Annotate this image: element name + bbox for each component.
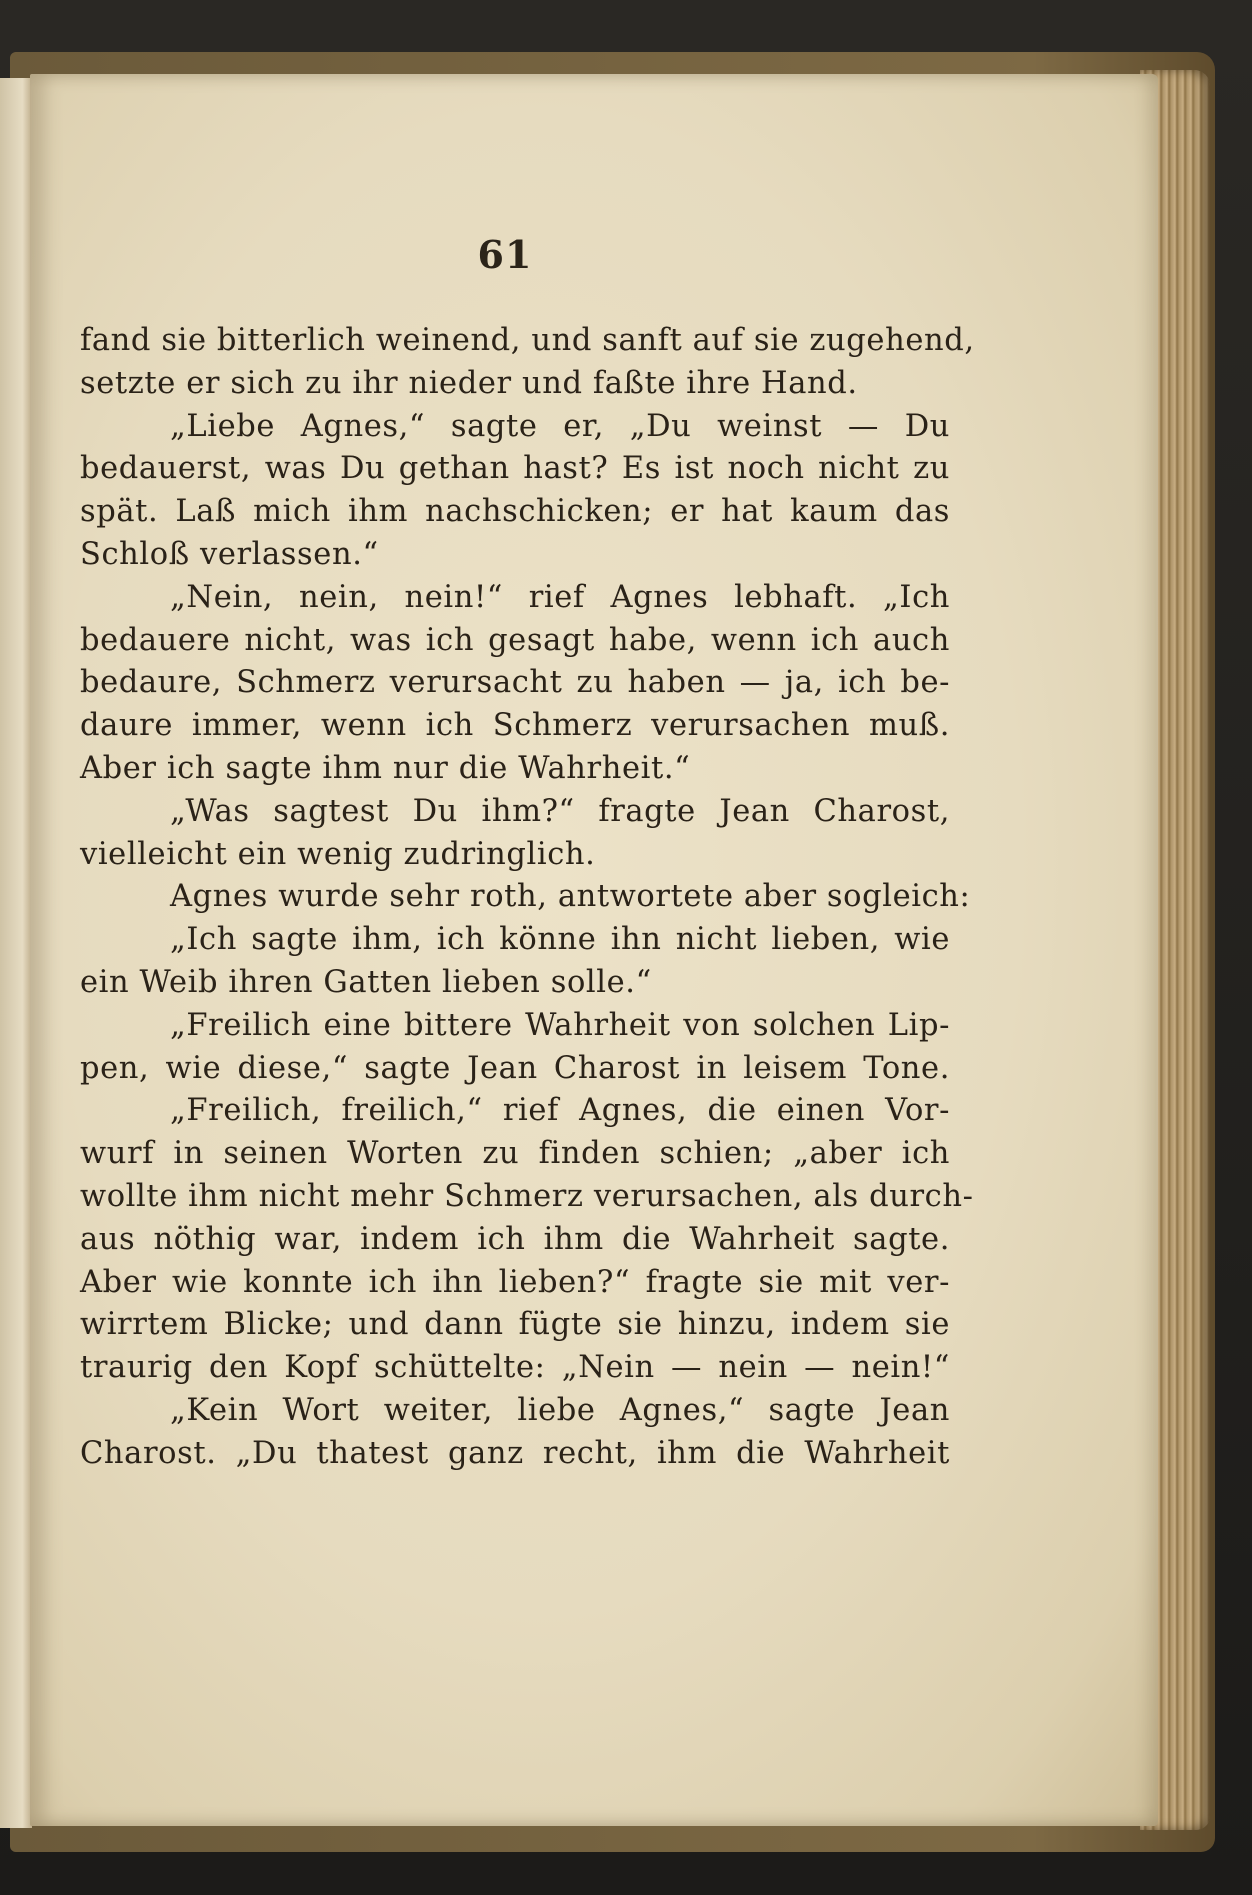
text-line-content: vielleicht ein wenig zudringlich.	[80, 836, 596, 872]
text-line	[80, 1090, 950, 1133]
text-line-content: ein Weib ihren Gatten lieben solle.“	[80, 964, 652, 1000]
text-line	[80, 791, 950, 834]
text-line-content: Agnes wurde sehr roth, antwortete aber sogleich:	[170, 879, 971, 915]
text-line	[80, 363, 950, 406]
text-line-content: spät. Laß mich ihm nachschicken; er hat kaum das	[80, 494, 950, 530]
text-line	[80, 876, 971, 919]
text-line-content: Schloß verlassen.“	[80, 536, 379, 572]
text-line-content: bedauerst, was Du gethan hast? Es ist noch nicht zu	[80, 451, 950, 487]
text-line-content: „Kein Wort weiter, liebe Agnes,“ sagte Jean	[170, 1392, 950, 1428]
text-line-content: wurf in seinen Worten zu finden schien; „aber ich	[80, 1136, 950, 1172]
text-line-content: „Was sagtest Du ihm?“ fragte Jean Charost,	[170, 793, 950, 829]
text-line	[80, 1347, 950, 1390]
text-line-content: „Liebe Agnes,“ sagte er, „Du weinst — Du	[170, 408, 950, 444]
text-line	[80, 620, 950, 663]
text-line	[80, 1433, 950, 1476]
text-line-content: „Ich sagte ihm, ich könne ihn nicht lieben, wie	[170, 922, 950, 958]
text-line-content: „Freilich, freilich,“ rief Agnes, die einen Vor-	[170, 1093, 950, 1129]
text-line	[80, 406, 950, 449]
page-text	[80, 320, 975, 1476]
text-line-content: daure immer, wenn ich Schmerz verursachen muß.	[80, 708, 950, 744]
text-line	[80, 1390, 950, 1433]
text-line-content: bedauere nicht, was ich gesagt habe, wenn ich auch	[80, 622, 950, 658]
text-line	[80, 320, 975, 363]
text-line	[80, 1005, 950, 1048]
text-line	[80, 662, 950, 705]
text-line-content: „Nein, nein, nein!“ rief Agnes lebhaft. „Ich	[170, 579, 950, 615]
text-line-content: Aber ich sagte ihm nur die Wahrheit.“	[80, 750, 691, 786]
text-line-content: fand sie bitterlich weinend, und sanft auf sie zugehend,	[80, 323, 975, 358]
text-line	[80, 1048, 950, 1091]
text-line-content: Charost. „Du thatest ganz recht, ihm die Wahrheit	[80, 1435, 950, 1471]
left-page-edge	[0, 78, 32, 1828]
text-line	[80, 534, 950, 577]
text-line-content: setzte er sich zu ihr nieder und faßte ihre Hand.	[80, 365, 858, 401]
text-line-content: wirrtem Blicke; und dann fügte sie hinzu, indem sie	[80, 1307, 950, 1343]
text-line-content: wollte ihm nicht mehr Schmerz verursachen, als durch-	[80, 1178, 974, 1214]
text-line	[80, 1262, 950, 1305]
text-line	[80, 919, 950, 962]
text-line-content: Aber wie konnte ich ihn lieben?“ fragte sie mit ver-	[80, 1264, 950, 1300]
text-line	[80, 491, 950, 534]
text-line	[80, 962, 950, 1005]
text-line	[80, 748, 950, 791]
text-line	[80, 1176, 974, 1219]
text-line	[80, 1304, 950, 1347]
text-line	[80, 1219, 950, 1262]
text-line-content: traurig den Kopf schüttelte: „Nein — nein — nein!“	[80, 1350, 950, 1386]
text-line	[80, 448, 950, 491]
text-line-content: aus nöthig war, indem ich ihm die Wahrheit sagte.	[80, 1221, 950, 1257]
text-line	[80, 705, 950, 748]
text-line	[80, 834, 950, 877]
text-line-content: bedaure, Schmerz verursacht zu haben — ja, ich be-	[80, 665, 950, 701]
text-line-content: pen, wie diese,“ sagte Jean Charost in leisem Tone.	[80, 1050, 950, 1086]
text-line-content: „Freilich eine bittere Wahrheit von solchen Lip-	[170, 1007, 950, 1043]
text-line	[80, 1133, 950, 1176]
page-number: 61	[477, 232, 533, 277]
text-line	[80, 577, 950, 620]
